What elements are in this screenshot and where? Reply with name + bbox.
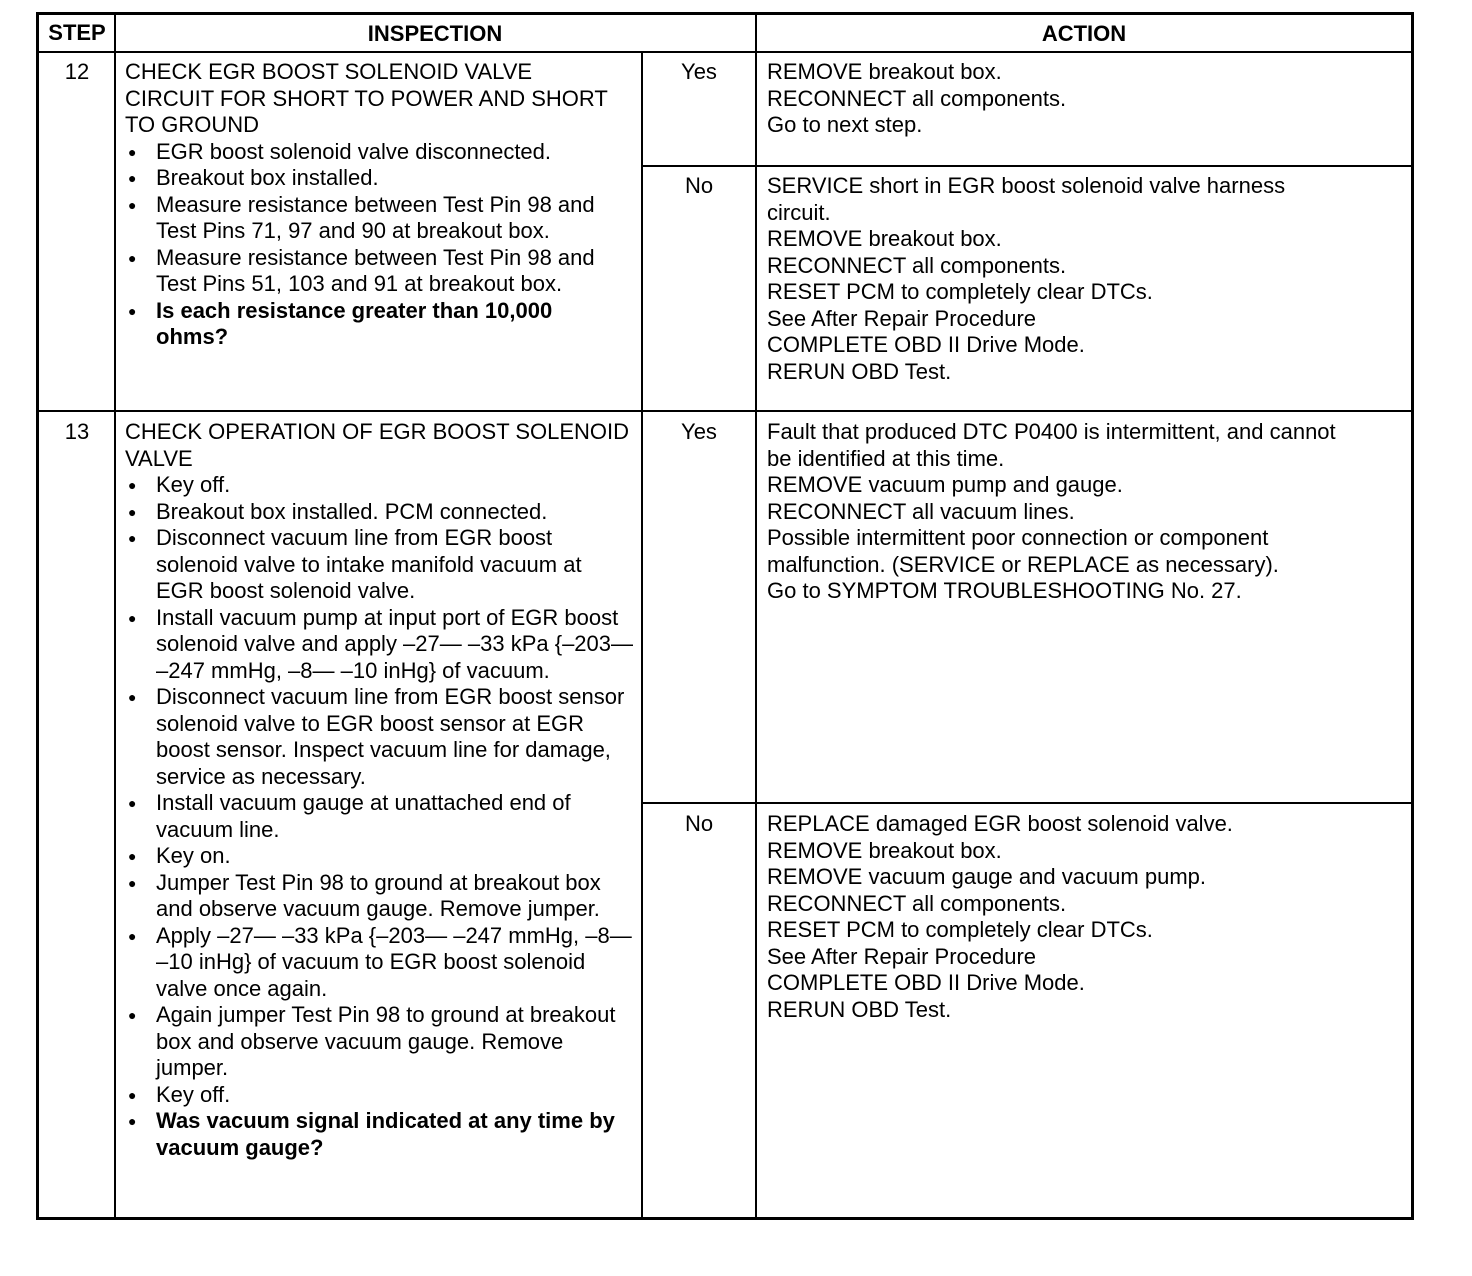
inspection-step: ● Install vacuum gauge at unattached end of vacuum line.	[125, 790, 633, 843]
inspection-question: ● Is each resistance greater than 10,000 ohms?	[125, 298, 625, 351]
action-line: RESET PCM to completely clear DTCs.	[767, 917, 1153, 942]
row12-yes-no-divider	[641, 165, 1411, 167]
answer-no: No	[684, 811, 714, 836]
action-no	[767, 173, 1407, 385]
inspection-step: ● Measure resistance between Test Pin 98 and Test Pins 51, 103 and 91 at breakout box.	[125, 245, 625, 298]
row13-yes-no-divider	[641, 802, 1411, 804]
action-yes	[767, 59, 1407, 139]
action-line: Go to next step.	[767, 112, 923, 137]
action-line: COMPLETE OBD II Drive Mode.	[767, 332, 1085, 357]
action-line: REPLACE damaged EGR boost solenoid valve.	[767, 811, 1233, 836]
action-line: RECONNECT all components.	[767, 890, 1067, 916]
inspection-steps	[125, 139, 625, 351]
action-line: REMOVE breakout box.	[767, 226, 1002, 251]
action-line: RECONNECT all components.	[767, 85, 1067, 111]
answer-yes: Yes	[681, 59, 717, 84]
inspection-step: ● Apply –27— –33 kPa {–203— –247 mmHg, –8— –10 inHg} of vacuum to EGR boost solenoid valve once again.	[125, 923, 633, 1003]
answer-column-divider	[641, 52, 643, 1217]
inspection-step: ● Install vacuum pump at input port of EGR boost solenoid valve and apply –27— –33 kPa {–203— –247 mmHg, –8— –10 inHg} of vacuum.	[125, 605, 633, 685]
action-line: COMPLETE OBD II Drive Mode.	[767, 970, 1085, 995]
action-line: REMOVE breakout box.	[767, 59, 1002, 84]
inspection-step: ● Key off.	[125, 1082, 633, 1109]
action-line: malfunction. (SERVICE or REPLACE as necessary).	[767, 551, 1279, 577]
header-divider	[39, 51, 1411, 53]
row-divider	[39, 410, 1411, 412]
step-number: 12	[64, 59, 90, 84]
inspection-step: ● Breakout box installed.	[125, 165, 625, 192]
inspection-title: CHECK EGR BOOST SOLENOID VALVE CIRCUIT FOR SHORT TO POWER AND SHORT TO GROUND	[125, 59, 608, 137]
action-line: RESET PCM to completely clear DTCs.	[767, 279, 1153, 304]
inspection-step: ● Key off.	[125, 472, 633, 499]
inspection-step: ● Breakout box installed. PCM connected.	[125, 499, 633, 526]
answer-yes: Yes	[681, 419, 717, 444]
action-line: RERUN OBD Test.	[767, 996, 952, 1022]
action-line: REMOVE breakout box.	[767, 837, 1002, 863]
inspection-step: ● Disconnect vacuum line from EGR boost solenoid valve to intake manifold vacuum at EGR boost solenoid valve.	[125, 525, 633, 605]
step-column-divider	[114, 15, 116, 1217]
step-number: 13	[64, 419, 90, 444]
action-yes	[767, 419, 1407, 605]
inspection-cell	[125, 59, 625, 351]
header-inspection: INSPECTION	[367, 21, 503, 46]
action-line: RERUN OBD Test.	[767, 358, 952, 384]
action-line: be identified at this time.	[767, 445, 1005, 471]
inspection-step: ● Again jumper Test Pin 98 to ground at breakout box and observe vacuum gauge. Remove jumper.	[125, 1002, 633, 1082]
inspection-step: ● Jumper Test Pin 98 to ground at breakout box and observe vacuum gauge. Remove jumper.	[125, 870, 633, 923]
inspection-title: CHECK OPERATION OF EGR BOOST SOLENOID VALVE	[125, 419, 630, 471]
action-line: RECONNECT all components.	[767, 252, 1067, 278]
action-line: See After Repair Procedure	[767, 943, 1037, 969]
action-line: SERVICE short in EGR boost solenoid valve harness	[767, 173, 1286, 198]
answer-no: No	[684, 173, 714, 198]
inspection-question: ● Was vacuum signal indicated at any time by vacuum gauge?	[125, 1108, 633, 1161]
action-column-divider	[755, 15, 757, 1217]
action-no	[767, 811, 1407, 1023]
action-line: Possible intermittent poor connection or component	[767, 525, 1269, 550]
inspection-step: ● Measure resistance between Test Pin 98 and Test Pins 71, 97 and 90 at breakout box.	[125, 192, 625, 245]
action-line: RECONNECT all vacuum lines.	[767, 498, 1075, 524]
inspection-step: ● EGR boost solenoid valve disconnected.	[125, 139, 625, 166]
diagnostic-table	[36, 12, 1414, 1220]
action-line: REMOVE vacuum gauge and vacuum pump.	[767, 864, 1207, 889]
inspection-cell	[125, 419, 633, 1161]
action-line: circuit.	[767, 199, 831, 225]
action-line: Fault that produced DTC P0400 is intermittent, and cannot	[767, 419, 1336, 444]
action-line: See After Repair Procedure	[767, 305, 1037, 331]
header-action: ACTION	[1041, 21, 1127, 46]
action-line: REMOVE vacuum pump and gauge.	[767, 472, 1123, 497]
action-line: Go to SYMPTOM TROUBLESHOOTING No. 27.	[767, 578, 1242, 603]
inspection-step: ● Key on.	[125, 843, 633, 870]
header-step: STEP	[48, 20, 106, 45]
inspection-step: ● Disconnect vacuum line from EGR boost sensor solenoid valve to EGR boost sensor at EGR boost sensor. Inspect vacuum line for damage, service as necessary.	[125, 684, 633, 790]
inspection-steps	[125, 472, 633, 1161]
